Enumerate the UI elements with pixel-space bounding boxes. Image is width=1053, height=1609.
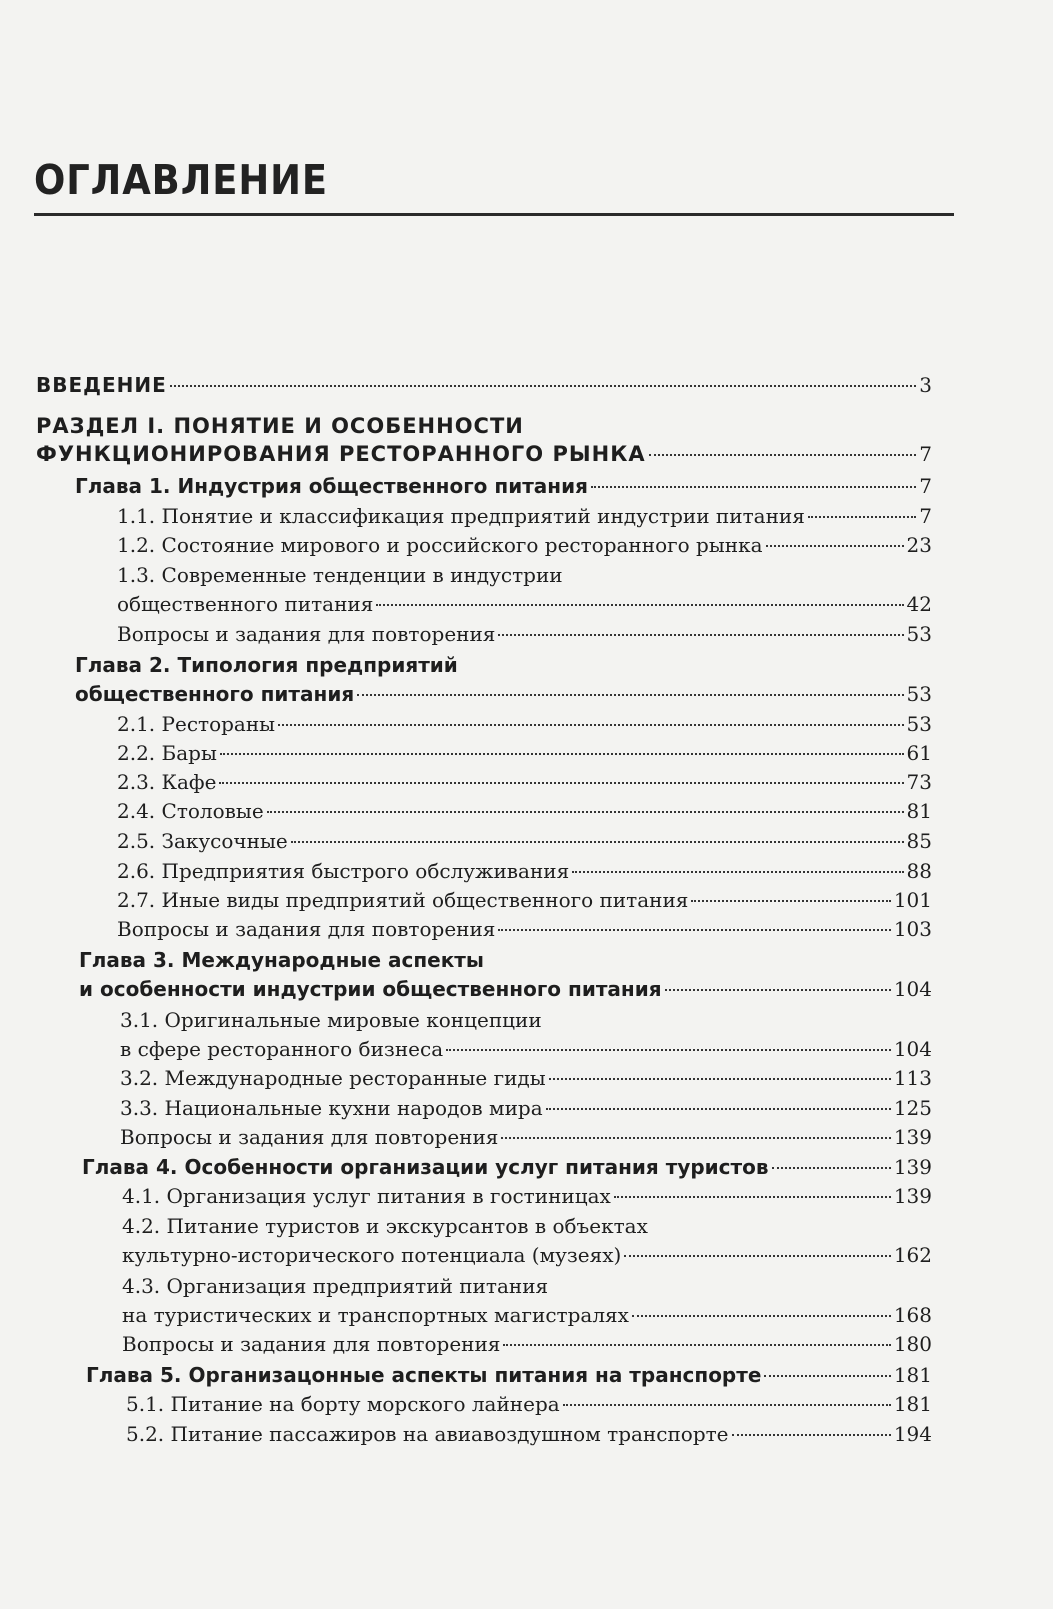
- toc-entry-4-3-line1: 4.3. Организация предприятий питания: [122, 1274, 549, 1298]
- toc-entry-page: 162: [893, 1243, 932, 1267]
- toc-entry-page: 181: [893, 1363, 932, 1387]
- toc-entry-page: 103: [893, 917, 932, 941]
- toc-entry-chapter-3[interactable]: [79, 975, 932, 1003]
- toc-entry-3-1[interactable]: [120, 1035, 932, 1063]
- toc-entry-page: 85: [906, 829, 932, 853]
- toc-entry-2-7[interactable]: [117, 886, 932, 914]
- toc-entry-page: 101: [893, 888, 932, 912]
- toc-entry-questions-1[interactable]: [117, 620, 932, 648]
- toc-entry-page: 125: [893, 1096, 932, 1120]
- toc-entry-text: ФУНКЦИОНИРОВАНИЯ РЕСТОРАННОГО РЫНКА: [36, 442, 646, 466]
- toc-entry-text: 3.3. Национальные кухни народов мира: [120, 1096, 543, 1120]
- toc-entry-1-1[interactable]: [117, 502, 932, 530]
- leader-dots: [446, 1049, 891, 1051]
- toc-entry-4-3[interactable]: [122, 1301, 932, 1329]
- toc-entry-questions-2[interactable]: [117, 915, 932, 943]
- toc-entry-text: на туристических и транспортных магистралях: [122, 1303, 629, 1327]
- toc-entry-page: 53: [906, 712, 932, 736]
- toc-entry-3-2[interactable]: [120, 1064, 932, 1092]
- toc-entry-page: 168: [893, 1303, 932, 1327]
- leader-dots: [665, 989, 891, 991]
- toc-entry-1-2[interactable]: [117, 531, 932, 559]
- leader-dots: [563, 1404, 891, 1406]
- leader-dots: [764, 1375, 890, 1377]
- toc-entry-text: общественного питания: [75, 682, 355, 706]
- leader-dots: [501, 1137, 890, 1139]
- toc-entry-chapter-1[interactable]: [75, 472, 932, 500]
- toc-entry-2-5[interactable]: [117, 827, 932, 855]
- toc-entry-4-1[interactable]: [122, 1182, 932, 1210]
- toc-entry-page: 7: [919, 442, 932, 466]
- toc-entry-5-1[interactable]: [126, 1390, 932, 1418]
- toc-entry-text: Вопросы и задания для повторения: [120, 1125, 499, 1149]
- toc-entry-text: 2.5. Закусочные: [117, 829, 288, 853]
- toc-entry-text: 2.4. Столовые: [117, 799, 264, 823]
- toc-entry-text: общественного питания: [117, 592, 374, 616]
- toc-entry-questions-4[interactable]: [122, 1330, 932, 1358]
- leader-dots: [546, 1108, 891, 1110]
- toc-entry-page: 181: [893, 1392, 932, 1416]
- leader-dots: [624, 1255, 890, 1257]
- toc-entry-page: 3: [919, 373, 932, 397]
- toc-entry-text: 5.1. Питание на борту морского лайнера: [126, 1392, 560, 1416]
- toc-entry-page: 139: [893, 1125, 932, 1149]
- toc-entry-page: 104: [893, 1037, 932, 1061]
- leader-dots: [170, 385, 917, 387]
- toc-entry-text: Вопросы и задания для повторения: [117, 917, 496, 941]
- leader-dots: [498, 929, 890, 931]
- toc-entry-chapter-4[interactable]: [82, 1153, 932, 1181]
- toc-entry-text: ВВЕДЕНИЕ: [36, 373, 167, 397]
- toc-entry-text: 2.7. Иные виды предприятий общественного питания: [117, 888, 689, 912]
- toc-entry-chapter-3-line1: Глава 3. Международные аспекты: [79, 948, 484, 972]
- toc-entry-text: в сфере ресторанного бизнеса: [120, 1037, 444, 1061]
- toc-entry-page: 53: [906, 682, 932, 706]
- toc-entry-2-6[interactable]: [117, 857, 932, 885]
- toc-section-title-line1: РАЗДЕЛ I. ПОНЯТИЕ И ОСОБЕННОСТИ: [36, 414, 524, 438]
- leader-dots: [376, 604, 903, 606]
- toc-entry-chapter-2-line1: Глава 2. Типология предприятий: [75, 653, 458, 677]
- toc-entry-page: 61: [906, 741, 932, 765]
- leader-dots: [591, 486, 916, 488]
- toc-entry-page: 180: [893, 1332, 932, 1356]
- toc-entry-page: 81: [906, 799, 932, 823]
- toc-entry-page: 7: [919, 474, 932, 498]
- toc-entry-2-4[interactable]: [117, 797, 932, 825]
- toc-entry-page: 53: [906, 622, 932, 646]
- toc-entry-chapter-2[interactable]: [75, 680, 932, 708]
- toc-entry-text: Вопросы и задания для повторения: [117, 622, 496, 646]
- page-title: ОГЛАВЛЕНИЕ: [34, 156, 329, 204]
- leader-dots: [503, 1344, 890, 1346]
- toc-entry-text: 1.2. Состояние мирового и российского ресторанного рынка: [117, 533, 763, 557]
- toc-entry-1-3-line1: 1.3. Современные тенденции в индустрии: [117, 563, 563, 587]
- toc-entry-2-3[interactable]: [117, 768, 932, 796]
- toc-entry-page: 194: [893, 1422, 932, 1446]
- toc-entry-page: 139: [893, 1184, 932, 1208]
- toc-entry-page: 113: [893, 1066, 932, 1090]
- leader-dots: [278, 724, 903, 726]
- leader-dots: [649, 454, 917, 456]
- toc-entry-text: 2.1. Рестораны: [117, 712, 276, 736]
- toc-entry-page: 23: [906, 533, 932, 557]
- toc-entry-page: 104: [893, 977, 932, 1001]
- leader-dots: [614, 1196, 891, 1198]
- leader-dots: [572, 871, 903, 873]
- toc-entry-3-1-line1: 3.1. Оригинальные мировые концепции: [120, 1008, 542, 1032]
- leader-dots: [772, 1167, 891, 1169]
- toc-entry-section-1[interactable]: [36, 440, 932, 468]
- toc-entry-text: Глава 4. Особенности организации услуг питания туристов: [82, 1155, 769, 1179]
- leader-dots: [808, 516, 916, 518]
- toc-entry-text: 4.1. Организация услуг питания в гостиницах: [122, 1184, 611, 1208]
- toc-entry-3-3[interactable]: [120, 1094, 932, 1122]
- toc-entry-2-1[interactable]: [117, 710, 932, 738]
- leader-dots: [267, 811, 904, 813]
- toc-entry-2-2[interactable]: [117, 739, 932, 767]
- leader-dots: [291, 841, 904, 843]
- toc-entry-text: Вопросы и задания для повторения: [122, 1332, 501, 1356]
- toc-entry-page: 139: [893, 1155, 932, 1179]
- leader-dots: [498, 634, 903, 636]
- leader-dots: [732, 1434, 891, 1436]
- toc-entry-text: 2.6. Предприятия быстрого обслуживания: [117, 859, 570, 883]
- toc-entry-text: Глава 1. Индустрия общественного питания: [75, 474, 588, 498]
- leader-dots: [632, 1315, 891, 1317]
- toc-entry-questions-3[interactable]: [120, 1123, 932, 1151]
- toc-entry-1-3[interactable]: [117, 590, 932, 618]
- toc-entry-5-2[interactable]: [126, 1420, 932, 1448]
- toc-entry-page: 88: [906, 859, 932, 883]
- leader-dots: [357, 694, 903, 696]
- toc-entry-text: 1.1. Понятие и классификация предприятий индустрии питания: [117, 504, 805, 528]
- toc-entry-text: 2.3. Кафе: [117, 770, 217, 794]
- toc-entry-chapter-5[interactable]: [86, 1361, 932, 1389]
- leader-dots: [691, 900, 890, 902]
- toc-entry-text: 5.2. Питание пассажиров на авиавоздушном транспорте: [126, 1422, 729, 1446]
- leader-dots: [220, 753, 904, 755]
- toc-entry-4-2[interactable]: [122, 1241, 932, 1269]
- leader-dots: [219, 782, 903, 784]
- toc-entry-page: 7: [919, 504, 932, 528]
- toc-entry-text: культурно-исторического потенциала (музеях): [122, 1243, 622, 1267]
- toc-entry-introduction[interactable]: [36, 371, 932, 399]
- toc-entry-text: Глава 5. Организацонные аспекты питания на транспорте: [86, 1363, 762, 1387]
- leader-dots: [766, 545, 904, 547]
- toc-entry-4-2-line1: 4.2. Питание туристов и экскурсантов в объектах: [122, 1214, 648, 1238]
- toc-entry-text: 3.2. Международные ресторанные гиды: [120, 1066, 546, 1090]
- toc-entry-text: и особенности индустрии общественного питания: [79, 977, 662, 1001]
- toc-entry-page: 73: [906, 770, 932, 794]
- toc-entry-page: 42: [906, 592, 932, 616]
- toc-entry-text: 2.2. Бары: [117, 741, 217, 765]
- leader-dots: [549, 1078, 891, 1080]
